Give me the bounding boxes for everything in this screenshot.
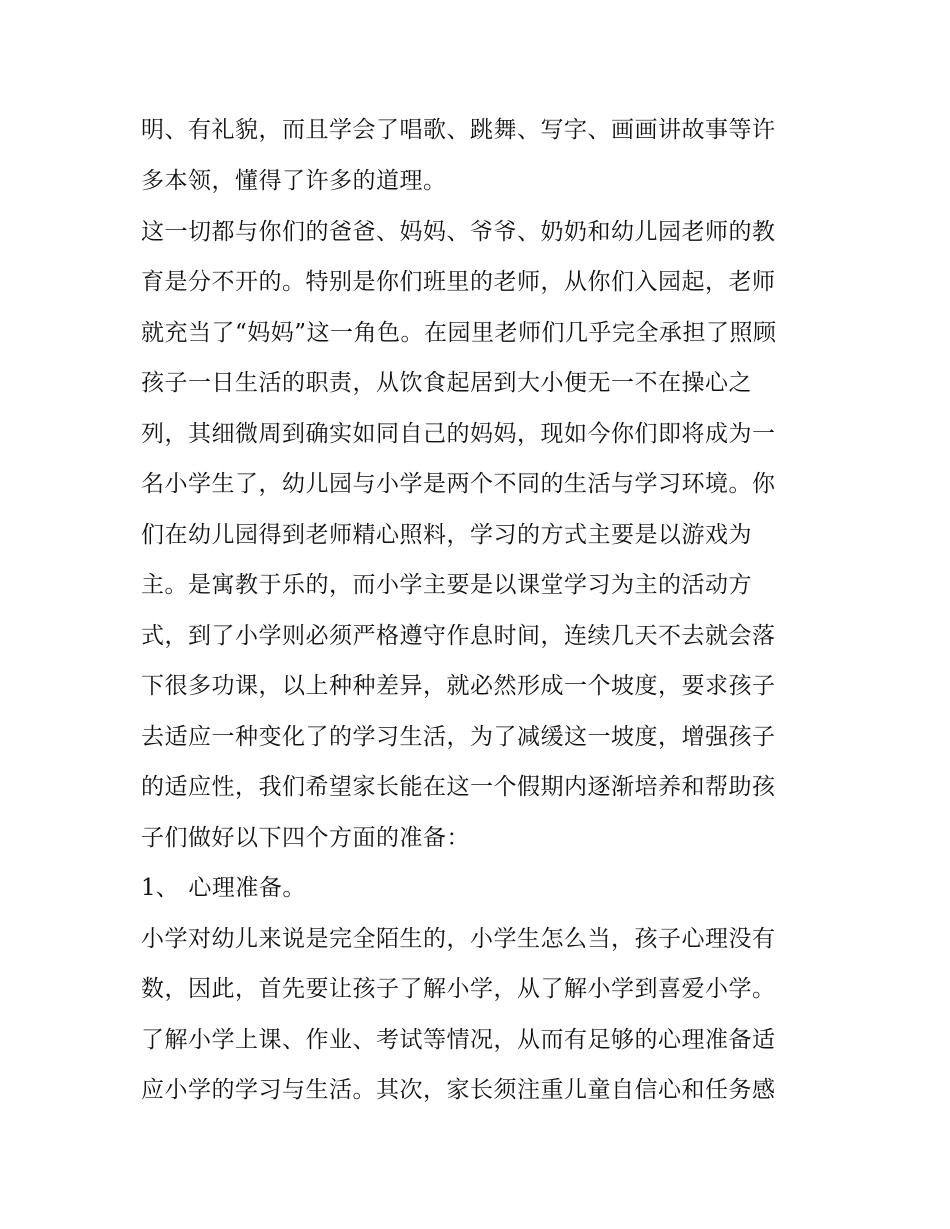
text-line: 下很多功课，以上种种差异，就必然形成一个坡度，要求孩子 [141,673,776,699]
text-line: 了解小学上课、作业、考试等情况，从而有足够的心理准备适 [141,1027,776,1053]
text-line: 名小学生了，幼儿园与小学是两个不同的生活与学习环境。你 [141,471,776,497]
text-line: 主。是寓教于乐的，而小学主要是以课堂学习为主的活动方 [141,572,752,598]
text-line: 的适应性，我们希望家长能在这一个假期内逐渐培养和帮助孩 [141,774,776,800]
text-line: 孩子一日生活的职责，从饮食起居到大小便无一不在操心之 [141,370,752,396]
text-line: 多本领，懂得了许多的道理。 [141,168,447,194]
text-line: 们在幼儿园得到老师精心照料，学习的方式主要是以游戏为 [141,522,752,548]
text-line: 应小学的学习与生活。其次，家长须注重儿童自信心和任务感 [141,1077,776,1103]
section-title: 心理准备。 [188,875,306,901]
text-line: 明、有礼貌，而且学会了唱歌、跳舞、写字、画画讲故事等许 [141,117,776,143]
section-heading [141,868,821,908]
text-line: 这一切都与你们的爸爸、妈妈、爷爷、奶奶和幼儿园老师的教 [141,219,776,245]
text-line: 列，其细微周到确实如同自己的妈妈，现如今你们即将成为一 [141,421,776,447]
text-line: 子们做好以下四个方面的准备： [141,825,470,851]
text-line: 式，到了小学则必须严格遵守作息时间，连续几天不去就会落 [141,623,776,649]
text-line: 小学对幼儿来说是完全陌生的，小学生怎么当，孩子心理没有 [141,926,776,952]
text-line: 就充当了“妈妈”这一角色。在园里老师们几乎完全承担了照顾 [141,320,777,346]
text-line: 去适应一种变化了的学习生活，为了减缓这一坡度，增强孩子 [141,724,776,750]
section-number: 1、 [141,875,179,901]
text-line: 育是分不开的。特别是你们班里的老师，从你们入园起，老师 [141,269,776,295]
text-line: 数，因此，首先要让孩子了解小学，从了解小学到喜爱小学。 [141,976,776,1002]
